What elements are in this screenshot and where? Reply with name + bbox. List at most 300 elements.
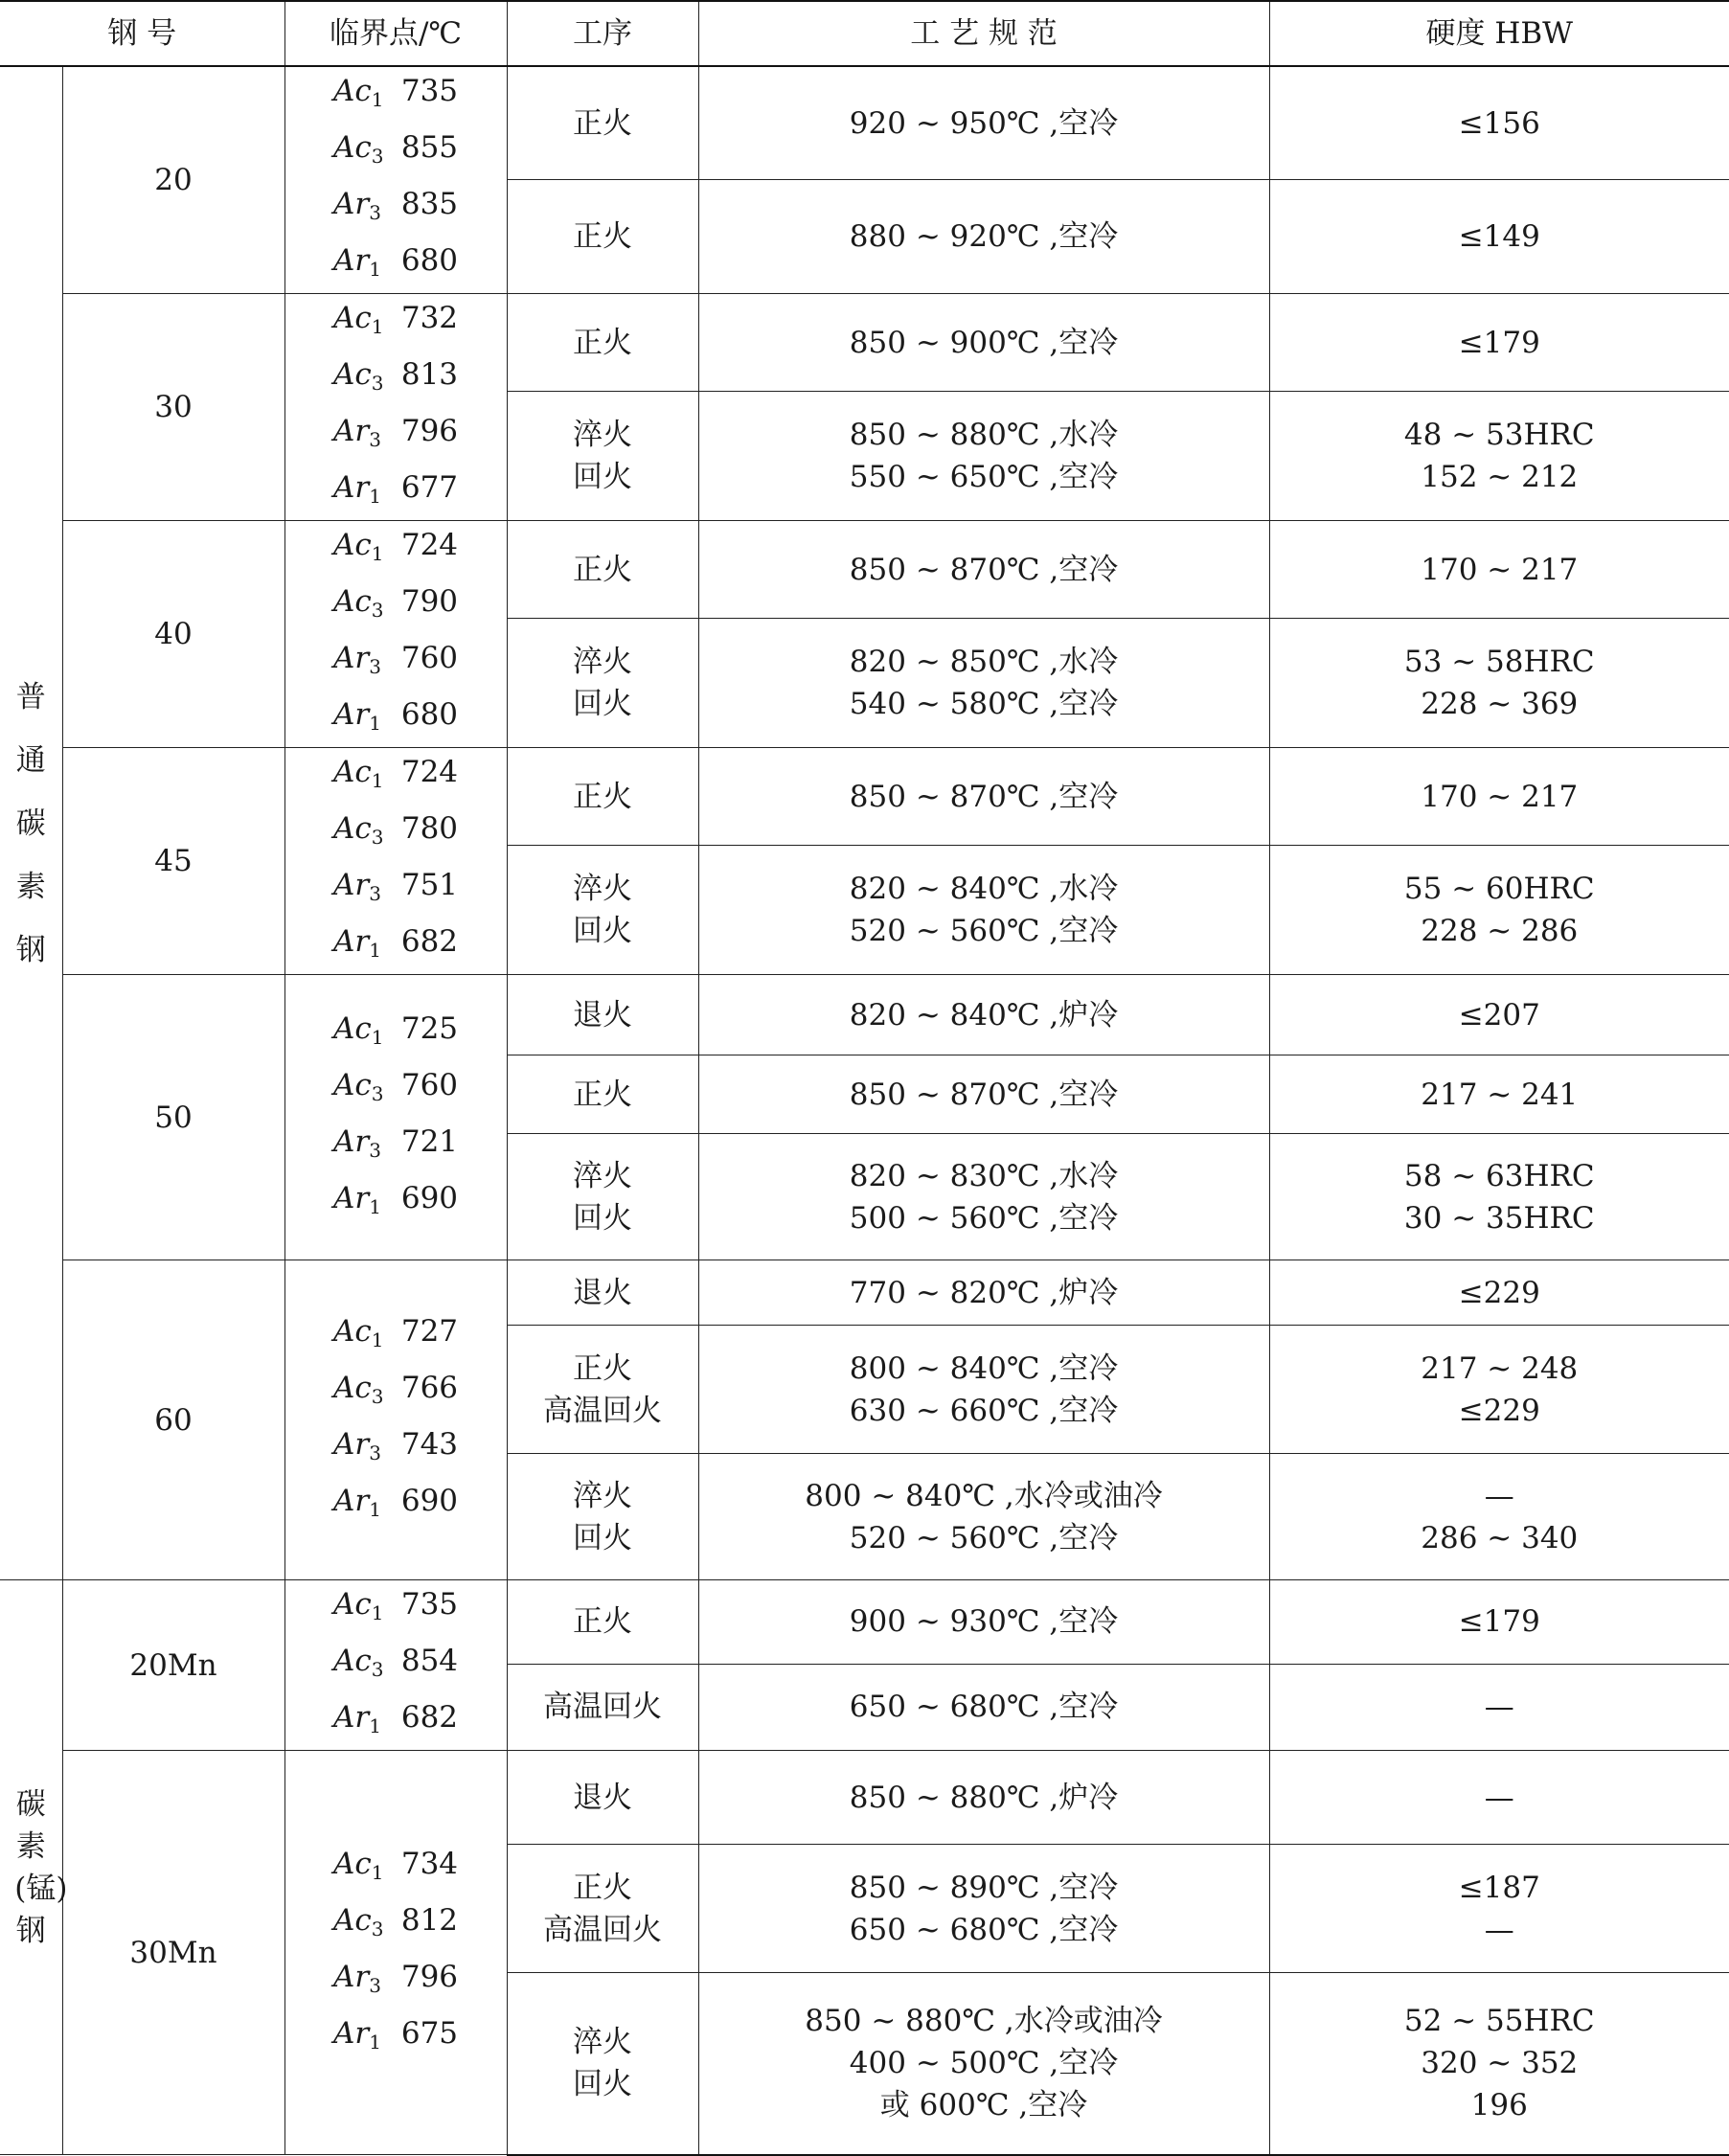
process-cell <box>507 1664 698 1750</box>
hardness-cell <box>1269 1260 1729 1326</box>
critical-point-value: 813 <box>400 357 459 392</box>
table-row <box>0 521 1729 619</box>
critical-point-subscript: 1 <box>369 939 381 962</box>
critical-point-subscript: 3 <box>371 599 384 622</box>
critical-point-symbol: Ac <box>333 811 372 846</box>
process-lines <box>508 1686 698 1728</box>
process-cell <box>507 1751 698 1845</box>
spec-line: 800 ~ 840℃ ,空冷 <box>849 1350 1119 1386</box>
hardness-line: ≤179 <box>1458 1604 1540 1640</box>
hardness-lines <box>1270 776 1729 818</box>
critical-point-value: 677 <box>400 470 459 505</box>
process-line: 回火 <box>573 460 633 495</box>
category-label: 普通碳素钢 <box>15 679 46 967</box>
critical-point-symbol: Ar <box>333 1123 370 1159</box>
spec-line: 850 ~ 880℃ ,水冷或油冷 <box>805 2004 1163 2039</box>
critical-point-name <box>333 1174 381 1231</box>
critical-point-symbol: Ac <box>333 1644 372 1678</box>
critical-point-name <box>333 1477 381 1533</box>
process-line: 正火 <box>573 1077 633 1112</box>
process-line: 正火 <box>573 105 633 141</box>
critical-point <box>333 180 458 237</box>
critical-point-value: 680 <box>400 697 459 732</box>
critical-point-symbol: Ac <box>333 74 372 108</box>
spec-line: 850 ~ 870℃ ,空冷 <box>849 779 1119 814</box>
critical-point-symbol: Ar <box>333 1700 370 1735</box>
critical-point-value: 855 <box>400 130 459 165</box>
process-lines <box>508 641 698 725</box>
critical-point-value: 796 <box>400 414 459 448</box>
spec-line: 540 ~ 580℃ ,空冷 <box>849 687 1119 722</box>
process-lines <box>508 1777 698 1819</box>
process-lines <box>508 1867 698 1951</box>
critical-point <box>333 1637 458 1693</box>
critical-point-name <box>333 124 383 180</box>
critical-point <box>333 1840 458 1896</box>
critical-points <box>284 294 507 521</box>
hardness-line: ≤149 <box>1458 219 1540 255</box>
hardness-cell <box>1269 1454 1729 1580</box>
critical-point-value: 760 <box>400 641 459 675</box>
hardness-cell <box>1269 1134 1729 1260</box>
hardness-line: 48 ~ 53HRC <box>1403 418 1595 453</box>
table-row <box>0 975 1729 1055</box>
table-row <box>0 1260 1729 1326</box>
spec-cell <box>698 66 1269 180</box>
critical-point-symbol: Ac <box>333 1846 372 1881</box>
process-lines <box>508 1348 698 1432</box>
process-lines <box>508 216 698 258</box>
hardness-lines <box>1270 216 1729 258</box>
process-cell <box>507 1260 698 1326</box>
spec-lines <box>699 322 1269 364</box>
steel-number: 50 <box>62 975 284 1260</box>
process-line: 回火 <box>573 1200 633 1236</box>
critical-point <box>333 634 458 691</box>
process-line: 正火 <box>573 779 633 814</box>
process-cell <box>507 846 698 975</box>
critical-point-value: 735 <box>400 74 459 108</box>
hardness-lines <box>1270 1348 1729 1432</box>
hardness-line: 52 ~ 55HRC <box>1403 2004 1595 2039</box>
critical-point-subscript: 3 <box>369 1138 381 1162</box>
critical-points <box>284 748 507 975</box>
process-cell <box>507 1454 698 1580</box>
hardness-lines <box>1270 641 1729 725</box>
spec-cell <box>698 1664 1269 1750</box>
spec-cell <box>698 846 1269 975</box>
process-line: 高温回火 <box>543 1393 663 1428</box>
spec-line: 850 ~ 900℃ ,空冷 <box>849 325 1119 360</box>
critical-point-list <box>285 67 507 293</box>
critical-point <box>333 861 458 918</box>
category-cell <box>0 1580 68 2155</box>
table-row <box>0 1751 1729 1845</box>
hardness-line: 286 ~ 340 <box>1421 1520 1579 1555</box>
critical-point-name <box>333 861 381 918</box>
spec-cell <box>698 294 1269 392</box>
process-lines <box>508 1272 698 1314</box>
critical-point-subscript: 1 <box>371 542 384 565</box>
process-lines <box>508 1600 698 1643</box>
critical-point-symbol: Ac <box>333 528 372 562</box>
hardness-cell <box>1269 1055 1729 1134</box>
category-cell <box>0 66 62 1580</box>
table-row <box>0 66 1729 180</box>
critical-point <box>333 748 458 805</box>
process-line: 正火 <box>573 325 633 360</box>
spec-cell <box>698 180 1269 294</box>
process-cell <box>507 66 698 180</box>
hardness-line: 30 ~ 35HRC <box>1403 1200 1595 1236</box>
spec-cell <box>698 521 1269 619</box>
critical-point <box>333 1896 458 1953</box>
hardness-cell <box>1269 294 1729 392</box>
critical-point-value: 854 <box>400 1644 459 1678</box>
spec-line: 400 ~ 500℃ ,空冷 <box>849 2046 1119 2081</box>
spec-line: 520 ~ 560℃ ,空冷 <box>849 1520 1119 1555</box>
critical-point-value: 766 <box>400 1370 459 1405</box>
critical-points <box>284 66 507 294</box>
critical-point-subscript: 1 <box>371 769 384 792</box>
spec-line: 550 ~ 650℃ ,空冷 <box>849 460 1119 495</box>
critical-point-symbol: Ar <box>333 641 370 675</box>
spec-line: 650 ~ 680℃ ,空冷 <box>849 1690 1119 1725</box>
critical-point-name <box>333 407 381 464</box>
critical-point-symbol: Ar <box>333 1180 370 1215</box>
critical-point-symbol: Ac <box>333 1370 372 1405</box>
critical-point-name <box>333 2009 381 2066</box>
critical-point-value: 675 <box>400 2015 459 2051</box>
spec-lines <box>699 1272 1269 1314</box>
spec-lines <box>699 216 1269 258</box>
hardness-lines <box>1270 1155 1729 1239</box>
spec-line: 630 ~ 660℃ ,空冷 <box>849 1393 1119 1428</box>
spec-lines <box>699 414 1269 498</box>
spec-lines <box>699 868 1269 952</box>
critical-point-list <box>285 294 507 520</box>
critical-point-name <box>333 748 383 805</box>
spec-lines <box>699 1686 1269 1728</box>
critical-point-name <box>333 1580 383 1637</box>
critical-point-name <box>333 805 383 861</box>
process-line: 回火 <box>573 2067 633 2102</box>
hardness-cell <box>1269 1973 1729 2155</box>
critical-point-subscript: 1 <box>369 485 381 508</box>
process-lines <box>508 2021 698 2105</box>
critical-point <box>333 578 458 634</box>
critical-point <box>333 237 458 293</box>
process-cell <box>507 392 698 521</box>
process-line: 正火 <box>573 1604 633 1640</box>
critical-point <box>333 351 458 407</box>
steel-number: 60 <box>62 1260 284 1580</box>
hardness-cell <box>1269 619 1729 748</box>
critical-point-subscript: 1 <box>371 1860 384 1884</box>
spec-lines <box>699 776 1269 818</box>
critical-point-symbol: Ac <box>333 301 372 335</box>
hardness-lines <box>1270 322 1729 364</box>
critical-point-symbol: Ar <box>333 924 370 959</box>
critical-point <box>333 918 458 974</box>
critical-point-subscript: 3 <box>371 372 384 395</box>
process-cell <box>507 1580 698 1665</box>
hardness-line: 53 ~ 58HRC <box>1403 645 1595 680</box>
hardness-cell <box>1269 66 1729 180</box>
critical-point-list <box>285 748 507 974</box>
hardness-cell <box>1269 180 1729 294</box>
critical-point <box>333 1061 458 1118</box>
critical-point-subscript: 1 <box>371 1328 384 1351</box>
critical-point-name <box>333 1693 381 1750</box>
spec-line: 850 ~ 880℃ ,水冷 <box>849 418 1119 453</box>
hardness-cell <box>1269 1751 1729 1845</box>
category-label: 碳素(锰)钢 <box>14 1786 68 1948</box>
critical-point-list <box>285 1840 507 2066</box>
hardness-lines <box>1270 549 1729 591</box>
hardness-line: — <box>1484 1690 1514 1725</box>
critical-point-value: 690 <box>400 1483 459 1518</box>
critical-point <box>333 691 458 747</box>
process-line: 退火 <box>573 1780 633 1815</box>
spec-line: 850 ~ 890℃ ,空冷 <box>849 1870 1119 1905</box>
header-spec: 工 艺 规 范 <box>698 1 1269 66</box>
critical-point-subscript: 3 <box>371 1081 384 1105</box>
critical-point-value: 690 <box>400 1180 459 1215</box>
critical-point <box>333 2009 458 2066</box>
spec-line: 820 ~ 850℃ ,水冷 <box>849 645 1119 680</box>
table-row <box>0 294 1729 392</box>
critical-point <box>333 124 458 180</box>
critical-point-value: 760 <box>400 1067 459 1102</box>
critical-point-subscript: 3 <box>369 201 381 224</box>
critical-point <box>333 407 458 464</box>
hardness-line: ≤156 <box>1458 105 1540 141</box>
process-line: 淬火 <box>573 1158 633 1193</box>
critical-point-symbol: Ar <box>333 414 370 448</box>
process-lines <box>508 1155 698 1239</box>
critical-point-name <box>333 1118 381 1174</box>
critical-point-name <box>333 1840 383 1896</box>
steel-number: 45 <box>62 748 284 975</box>
critical-point-name <box>333 1896 383 1953</box>
critical-point-name <box>333 1005 383 1061</box>
table-row <box>0 748 1729 846</box>
process-line: 正火 <box>573 219 633 255</box>
critical-point-symbol: Ar <box>333 243 370 278</box>
critical-points <box>284 1260 507 1580</box>
hardness-line: ≤229 <box>1458 1275 1540 1310</box>
critical-point-symbol: Ac <box>333 1313 372 1349</box>
critical-point-symbol: Ar <box>333 2015 370 2051</box>
critical-point <box>333 464 458 520</box>
hardness-line: 228 ~ 369 <box>1421 687 1579 722</box>
spec-lines <box>699 1155 1269 1239</box>
steel-number: 20Mn <box>62 1580 284 1751</box>
table-body <box>0 66 1729 2155</box>
hardness-lines <box>1270 1777 1729 1819</box>
critical-point-value: 835 <box>400 187 459 221</box>
spec-line: 820 ~ 830℃ ,水冷 <box>849 1158 1119 1193</box>
hardness-line: 58 ~ 63HRC <box>1403 1158 1595 1193</box>
hardness-cell <box>1269 1326 1729 1454</box>
hardness-lines <box>1270 1475 1729 1559</box>
hardness-line: 55 ~ 60HRC <box>1403 872 1595 907</box>
critical-point-subscript: 1 <box>369 1497 381 1521</box>
critical-point-value: 682 <box>400 924 459 959</box>
process-cell <box>507 1134 698 1260</box>
hardness-cell <box>1269 1845 1729 1973</box>
hardness-line: 170 ~ 217 <box>1421 552 1579 587</box>
critical-point-symbol: Ar <box>333 470 370 505</box>
header-hardness: 硬度 HBW <box>1269 1 1729 66</box>
critical-point-subscript: 1 <box>371 1601 384 1624</box>
critical-point <box>333 1420 458 1477</box>
spec-cell <box>698 1326 1269 1454</box>
spec-lines <box>699 549 1269 591</box>
critical-points <box>284 1580 507 1751</box>
hardness-cell <box>1269 1580 1729 1665</box>
critical-point-value: 724 <box>400 755 459 789</box>
critical-point-value: 751 <box>400 868 459 902</box>
critical-point-symbol: Ac <box>333 755 372 789</box>
critical-point-name <box>333 918 381 974</box>
hardness-line: 170 ~ 217 <box>1421 779 1579 814</box>
critical-point-value: 725 <box>400 1010 459 1046</box>
steel-number: 20 <box>62 66 284 294</box>
spec-cell <box>698 1454 1269 1580</box>
critical-point-value: 682 <box>400 1700 459 1735</box>
critical-point-value: 724 <box>400 528 459 562</box>
critical-point-name <box>333 1364 383 1420</box>
hardness-line: 320 ~ 352 <box>1421 2046 1579 2081</box>
spec-cell <box>698 1973 1269 2155</box>
hardness-lines <box>1270 102 1729 145</box>
hardness-line: — <box>1484 1912 1514 1947</box>
critical-point-symbol: Ar <box>333 187 370 221</box>
critical-point-name <box>333 180 381 237</box>
process-line: 回火 <box>573 687 633 722</box>
process-lines <box>508 322 698 364</box>
critical-point <box>333 1174 458 1231</box>
header-row <box>0 1 1729 66</box>
process-lines <box>508 868 698 952</box>
spec-line: 850 ~ 880℃ ,炉冷 <box>849 1780 1119 1815</box>
spec-line: 850 ~ 870℃ ,空冷 <box>849 552 1119 587</box>
hardness-line: ≤229 <box>1458 1393 1540 1428</box>
hardness-cell <box>1269 846 1729 975</box>
hardness-line: 196 <box>1470 2088 1528 2123</box>
critical-point-list <box>285 521 507 747</box>
critical-point-list <box>285 1580 507 1750</box>
hardness-lines <box>1270 868 1729 952</box>
critical-point-value: 680 <box>400 243 459 278</box>
hardness-cell <box>1269 392 1729 521</box>
critical-point <box>333 1005 458 1061</box>
hardness-cell <box>1269 748 1729 846</box>
spec-lines <box>699 1867 1269 1951</box>
hardness-line: ≤207 <box>1458 997 1540 1033</box>
critical-point-value: 721 <box>400 1123 459 1159</box>
critical-point-symbol: Ar <box>333 1426 370 1462</box>
critical-point <box>333 521 458 578</box>
process-lines <box>508 414 698 498</box>
process-lines <box>508 1074 698 1116</box>
critical-point-subscript: 1 <box>369 712 381 735</box>
hardness-lines <box>1270 1867 1729 1951</box>
process-cell <box>507 619 698 748</box>
critical-point-value: 796 <box>400 1959 459 1994</box>
critical-point-symbol: Ac <box>333 1902 372 1938</box>
critical-point-name <box>333 1307 383 1364</box>
steel-number: 30 <box>62 294 284 521</box>
process-lines <box>508 776 698 818</box>
spec-lines <box>699 102 1269 145</box>
spec-line: 650 ~ 680℃ ,空冷 <box>849 1912 1119 1947</box>
critical-point-name <box>333 1061 383 1118</box>
spec-line: 900 ~ 930℃ ,空冷 <box>849 1604 1119 1640</box>
critical-point-subscript: 1 <box>369 1194 381 1218</box>
spec-cell <box>698 1260 1269 1326</box>
spec-cell <box>698 748 1269 846</box>
process-line: 淬火 <box>573 2025 633 2060</box>
critical-point <box>333 1953 458 2009</box>
spec-cell <box>698 1580 1269 1665</box>
critical-point-subscript: 3 <box>371 1384 384 1408</box>
critical-point-value: 727 <box>400 1313 459 1349</box>
critical-point-symbol: Ar <box>333 1959 370 1994</box>
critical-point-list <box>285 1005 507 1231</box>
process-cell <box>507 180 698 294</box>
critical-point-subscript: 3 <box>371 1658 384 1681</box>
header-process: 工序 <box>507 1 698 66</box>
process-line: 退火 <box>573 997 633 1033</box>
critical-point-subscript: 1 <box>369 1714 381 1737</box>
critical-point-name <box>333 691 381 747</box>
spec-lines <box>699 1777 1269 1819</box>
process-cell <box>507 521 698 619</box>
critical-point <box>333 1118 458 1174</box>
critical-point-name <box>333 521 383 578</box>
spec-lines <box>699 1348 1269 1432</box>
critical-point <box>333 1580 458 1637</box>
process-line: 回火 <box>573 914 633 949</box>
process-line: 淬火 <box>573 645 633 680</box>
critical-point <box>333 67 458 124</box>
spec-line: 880 ~ 920℃ ,空冷 <box>849 219 1119 255</box>
steel-number: 30Mn <box>62 1751 284 2155</box>
hardness-line: — <box>1484 1478 1514 1513</box>
process-cell <box>507 1326 698 1454</box>
critical-point-list <box>285 1307 507 1533</box>
critical-point-subscript: 3 <box>369 882 381 905</box>
critical-point-subscript: 3 <box>369 1441 381 1464</box>
critical-point <box>333 1307 458 1364</box>
critical-point <box>333 294 458 351</box>
critical-point-subscript: 1 <box>369 2030 381 2054</box>
process-lines <box>508 549 698 591</box>
spec-line: 800 ~ 840℃ ,水冷或油冷 <box>805 1478 1163 1513</box>
hardness-line: — <box>1484 1780 1514 1815</box>
hardness-line: 152 ~ 212 <box>1421 460 1579 495</box>
process-lines <box>508 994 698 1036</box>
critical-point-name <box>333 464 381 520</box>
critical-point-subscript: 3 <box>371 1917 384 1940</box>
critical-point-value: 735 <box>400 1587 459 1622</box>
spec-cell <box>698 1134 1269 1260</box>
critical-point-name <box>333 67 383 124</box>
spec-line: 500 ~ 560℃ ,空冷 <box>849 1200 1119 1236</box>
